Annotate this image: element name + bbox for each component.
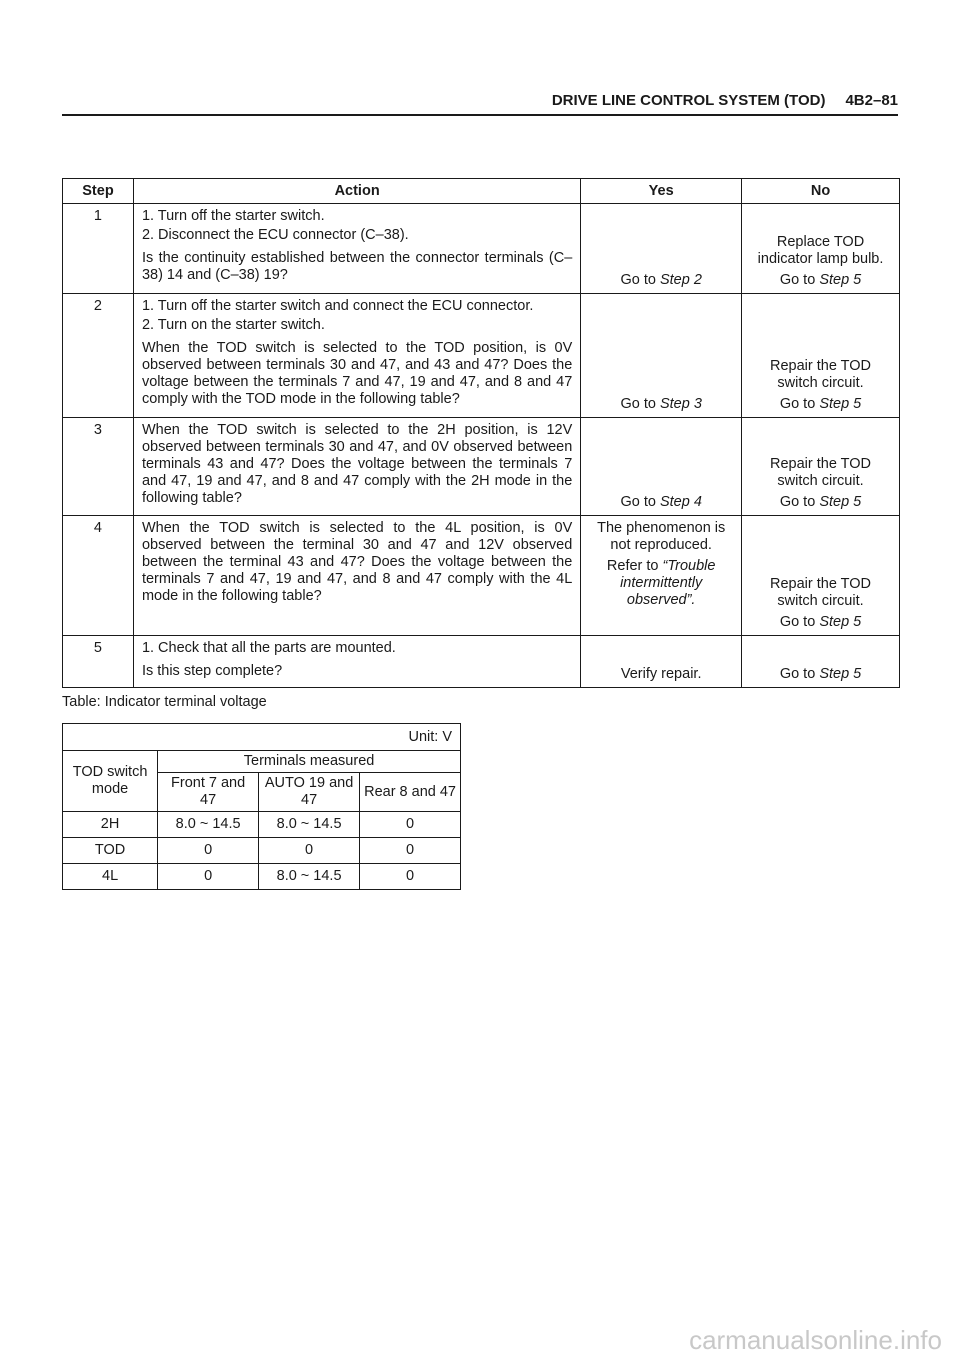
page-header (62, 92, 898, 109)
action-cell (133, 294, 580, 418)
no-cell (742, 516, 900, 636)
section-title: DRIVE LINE CONTROL SYSTEM (TOD) (551, 92, 826, 109)
no-cell (742, 636, 900, 688)
troubleshoot-link[interactable]: “Trouble intermittently observed”. (620, 558, 716, 608)
step-link[interactable]: Step 2 (659, 272, 702, 288)
goto-prefix: Go to (620, 494, 660, 510)
voltage-cell: 8.0 ~ 14.5 (259, 864, 360, 890)
mode-cell: TOD (63, 838, 158, 864)
step-number: 1 (63, 204, 134, 294)
table-row (63, 418, 900, 516)
page-number: 4B2–81 (845, 92, 898, 109)
sub-header: AUTO 19 and 47 (259, 773, 360, 812)
mode-cell: 4L (63, 864, 158, 890)
voltage-table-caption: Table: Indicator terminal voltage (62, 694, 267, 710)
voltage-cell: 0 (360, 864, 461, 890)
mode-cell: 2H (63, 812, 158, 838)
sub-header: Rear 8 and 47 (360, 773, 461, 812)
action-question: When the TOD switch is selected to the 4L position, is 0V observed between the terminal 30 and 47 and 12V observed between the terminal 43 and 47? Does the voltage between the terminals 7 and 47, 19 and 47, and 8 and 47 comply with the 4L mode in the following table? (141, 520, 573, 604)
goto-prefix: Go to (620, 396, 660, 412)
step-link[interactable]: Step 5 (819, 614, 862, 630)
action-question: Is this step complete? (141, 663, 283, 679)
step-link[interactable]: Step 5 (819, 494, 862, 510)
column-header-yes: Yes (581, 179, 742, 204)
step-number: 4 (63, 516, 134, 636)
step-link[interactable]: Step 4 (659, 494, 702, 510)
no-instruction: Repair the TOD switch circuit. (770, 456, 872, 489)
column-header-no: No (742, 179, 900, 204)
goto-prefix: Go to (779, 272, 820, 288)
table-row (63, 294, 900, 418)
action-question: When the TOD switch is selected to the TOD position, is 0V observed between terminals 30 and 47, and 43 and 47? Does the voltage between the terminals 7 and 47, 19 and 47, and 8 and 47 comply with the TOD mode in the following table? (141, 340, 573, 407)
no-cell (742, 204, 900, 294)
header-rule (62, 114, 898, 116)
unit-row (63, 724, 461, 751)
voltage-cell: 0 (158, 864, 259, 890)
step-number: 3 (63, 418, 134, 516)
column-header-action: Action (133, 179, 580, 204)
yes-instruction: Verify repair. (620, 666, 702, 682)
action-line: 1. Turn off the starter switch. (141, 208, 325, 224)
no-instruction: Repair the TOD switch circuit. (770, 358, 872, 391)
voltage-cell: 0 (360, 838, 461, 864)
voltage-cell: 8.0 ~ 14.5 (158, 812, 259, 838)
no-instruction: Replace TOD indicator lamp bulb. (757, 234, 884, 267)
step-link[interactable]: Step 5 (819, 396, 862, 412)
table-row (63, 636, 900, 688)
refer-prefix: Refer to (606, 558, 663, 574)
goto-prefix: Go to (779, 614, 820, 630)
voltage-cell: 0 (360, 812, 461, 838)
action-line: 1. Turn off the starter switch and connect the ECU connector. (141, 298, 534, 314)
table-row (63, 812, 461, 838)
table-row (63, 864, 461, 890)
goto-prefix: Go to (779, 396, 820, 412)
action-question: Is the continuity established between the connector terminals (C–38) 14 and (C–38) 19? (141, 250, 573, 283)
yes-instruction: The phenomenon is not reproduced. (597, 520, 726, 553)
action-cell (133, 204, 580, 294)
action-line: 2. Disconnect the ECU connector (C–38). (141, 227, 409, 243)
no-cell (742, 294, 900, 418)
action-cell (133, 418, 580, 516)
goto-prefix: Go to (779, 494, 820, 510)
sub-header: Front 7 and 47 (158, 773, 259, 812)
watermark: carmanualsonline.info (689, 1325, 942, 1355)
action-line: 2. Turn on the starter switch. (141, 317, 325, 333)
table-row (63, 204, 900, 294)
diagnostic-step-table (62, 178, 900, 688)
mode-header: TOD switch mode (63, 751, 158, 812)
step-number: 5 (63, 636, 134, 688)
yes-cell (581, 204, 742, 294)
step-link[interactable]: Step 3 (659, 396, 702, 412)
voltage-cell: 0 (259, 838, 360, 864)
goto-prefix: Go to (620, 272, 660, 288)
terminals-header: Terminals measured (158, 751, 461, 773)
step-link[interactable]: Step 5 (819, 666, 862, 682)
yes-cell (581, 294, 742, 418)
table-row (63, 838, 461, 864)
action-question: When the TOD switch is selected to the 2H position, is 12V observed between terminals 30 and 47, and 0V observed between terminals 43 and 47? Does the voltage between the terminals 7 and 47, 19 and 47, and 8 and 47 comply with the 2H mode in the following table? (141, 422, 573, 506)
group-header-row (63, 751, 461, 773)
yes-cell (581, 636, 742, 688)
table-row (63, 516, 900, 636)
voltage-cell: 8.0 ~ 14.5 (259, 812, 360, 838)
action-line: 1. Check that all the parts are mounted. (141, 640, 396, 656)
voltage-table (62, 723, 461, 890)
goto-prefix: Go to (779, 666, 820, 682)
column-header-step: Step (63, 179, 134, 204)
table-header-row (63, 179, 900, 204)
unit-label: Unit: V (63, 724, 461, 751)
action-cell (133, 516, 580, 636)
no-instruction: Repair the TOD switch circuit. (770, 576, 872, 609)
voltage-cell: 0 (158, 838, 259, 864)
step-link[interactable]: Step 5 (819, 272, 862, 288)
action-cell (133, 636, 580, 688)
yes-cell (581, 516, 742, 636)
no-cell (742, 418, 900, 516)
yes-cell (581, 418, 742, 516)
step-number: 2 (63, 294, 134, 418)
